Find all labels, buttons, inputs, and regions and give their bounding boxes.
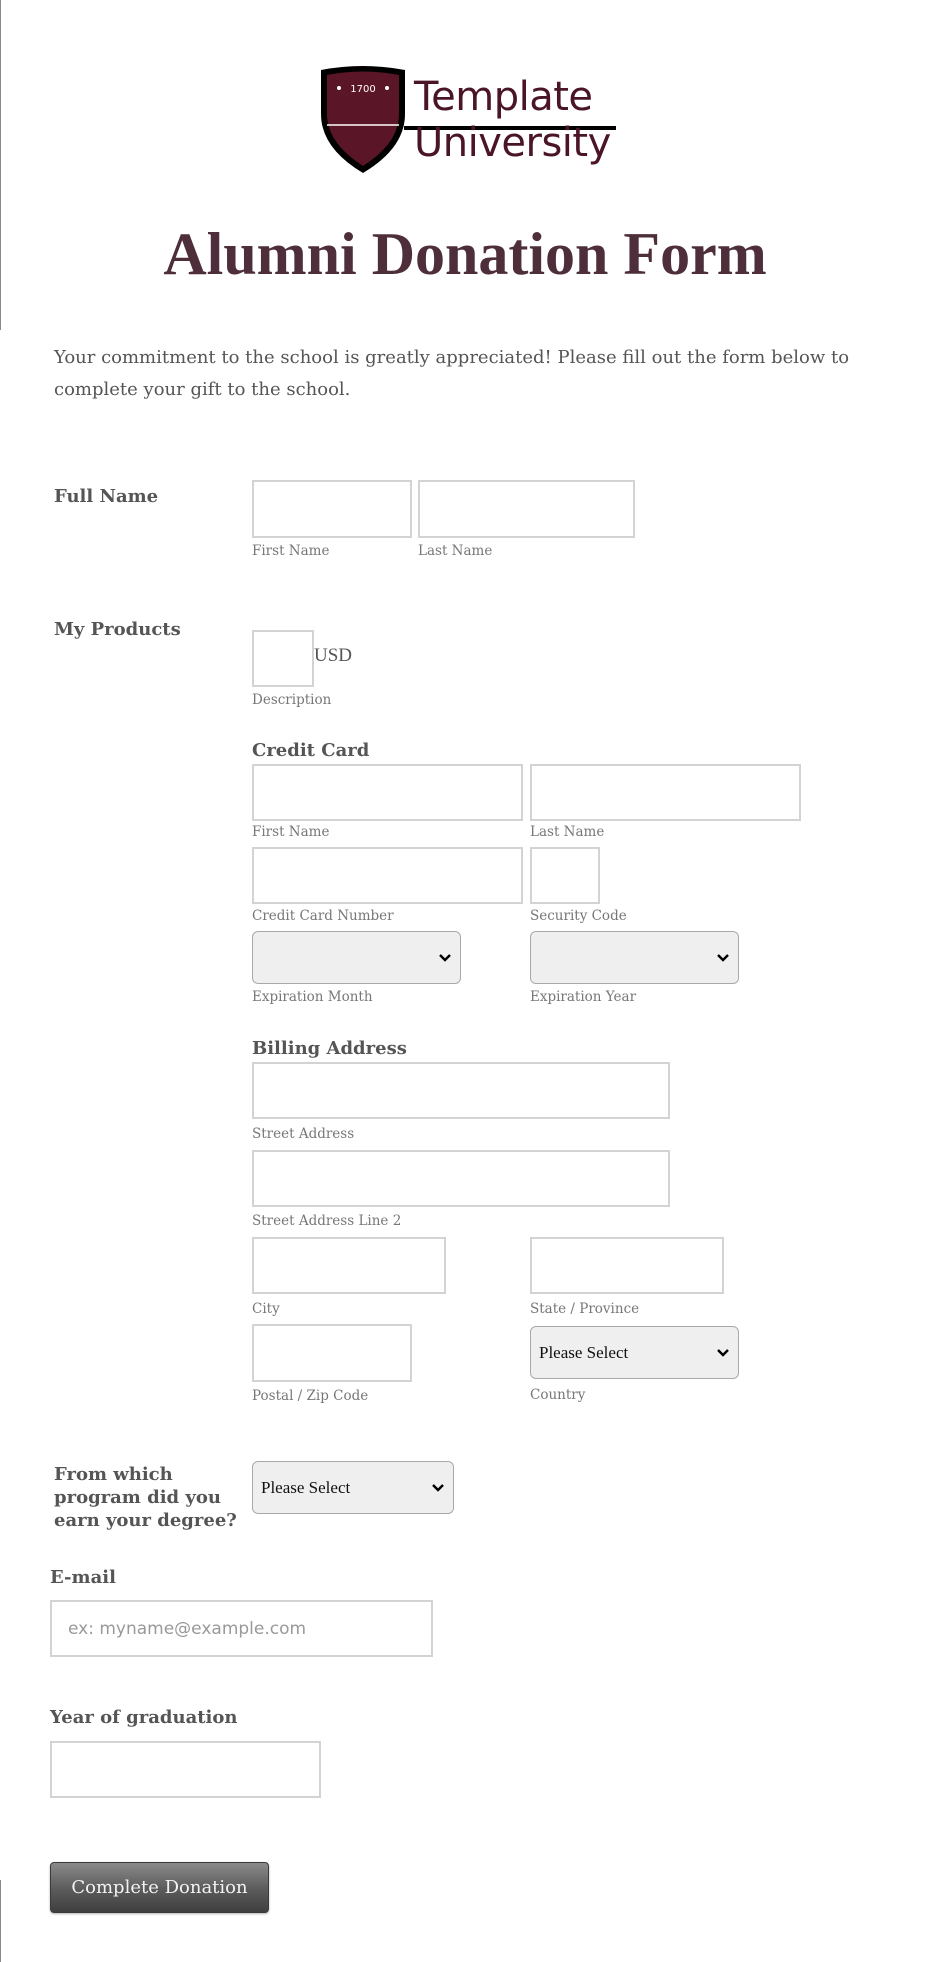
email-input[interactable] <box>50 1600 433 1657</box>
city-sublabel: City <box>252 1301 280 1317</box>
chevron-down-icon <box>716 953 730 963</box>
my-products-label: My Products <box>54 619 181 640</box>
product-amount-input[interactable] <box>252 630 314 687</box>
exp-month-select[interactable] <box>252 931 461 984</box>
program-label: From which program did you earn your degree? <box>54 1464 237 1531</box>
logo-text-line1: Template <box>414 74 593 120</box>
shield-icon <box>318 64 408 178</box>
chevron-down-icon <box>438 953 452 963</box>
cc-last-name-input[interactable] <box>530 764 801 821</box>
city-input[interactable] <box>252 1237 446 1294</box>
graduation-year-input[interactable] <box>50 1741 321 1798</box>
full-name-label: Full Name <box>54 486 159 507</box>
intro-text: Your commitment to the school is greatly appreciated! Please fill out the form below to complete your gift to the school. <box>54 347 850 400</box>
cc-first-name-sublabel: First Name <box>252 824 330 840</box>
zip-sublabel: Postal / Zip Code <box>252 1388 369 1404</box>
svg-text:1700: 1700 <box>350 84 376 95</box>
chevron-down-icon <box>716 1348 730 1358</box>
street-address-line2-sublabel: Street Address Line 2 <box>252 1213 402 1229</box>
state-input[interactable] <box>530 1237 724 1294</box>
last-name-input[interactable] <box>418 480 635 538</box>
cc-security-code-sublabel: Security Code <box>530 908 627 924</box>
first-name-input[interactable] <box>252 480 412 538</box>
email-label: E-mail <box>50 1567 116 1588</box>
left-edge-line-bottom <box>0 1880 1 1962</box>
exp-year-sublabel: Expiration Year <box>530 989 637 1005</box>
program-select-value: Please Select <box>261 1477 351 1497</box>
complete-donation-button[interactable]: Complete Donation <box>50 1862 269 1913</box>
cc-first-name-input[interactable] <box>252 764 523 821</box>
product-description-sublabel: Description <box>252 692 332 708</box>
country-sublabel: Country <box>530 1387 586 1403</box>
street-address-line2-input[interactable] <box>252 1150 670 1207</box>
street-address-input[interactable] <box>252 1062 670 1119</box>
billing-address-title: Billing Address <box>252 1038 407 1059</box>
currency-label: USD <box>314 645 353 666</box>
exp-month-sublabel: Expiration Month <box>252 989 373 1005</box>
page-title: Alumni Donation Form <box>163 221 767 287</box>
cc-number-sublabel: Credit Card Number <box>252 908 394 924</box>
university-logo <box>318 64 616 178</box>
state-sublabel: State / Province <box>530 1301 640 1317</box>
first-name-sublabel: First Name <box>252 543 330 559</box>
cc-security-code-input[interactable] <box>530 847 600 904</box>
cc-last-name-sublabel: Last Name <box>530 824 605 840</box>
zip-input[interactable] <box>252 1324 412 1382</box>
program-select[interactable] <box>252 1461 454 1514</box>
cc-number-input[interactable] <box>252 847 523 904</box>
street-address-sublabel: Street Address <box>252 1126 355 1142</box>
chevron-down-icon <box>431 1483 445 1493</box>
exp-year-select[interactable] <box>530 931 739 984</box>
country-select[interactable] <box>530 1326 739 1379</box>
graduation-year-label: Year of graduation <box>50 1707 238 1728</box>
logo-text-line2: University <box>414 120 611 166</box>
country-select-value: Please Select <box>539 1342 629 1362</box>
credit-card-title: Credit Card <box>252 740 370 761</box>
last-name-sublabel: Last Name <box>418 543 493 559</box>
